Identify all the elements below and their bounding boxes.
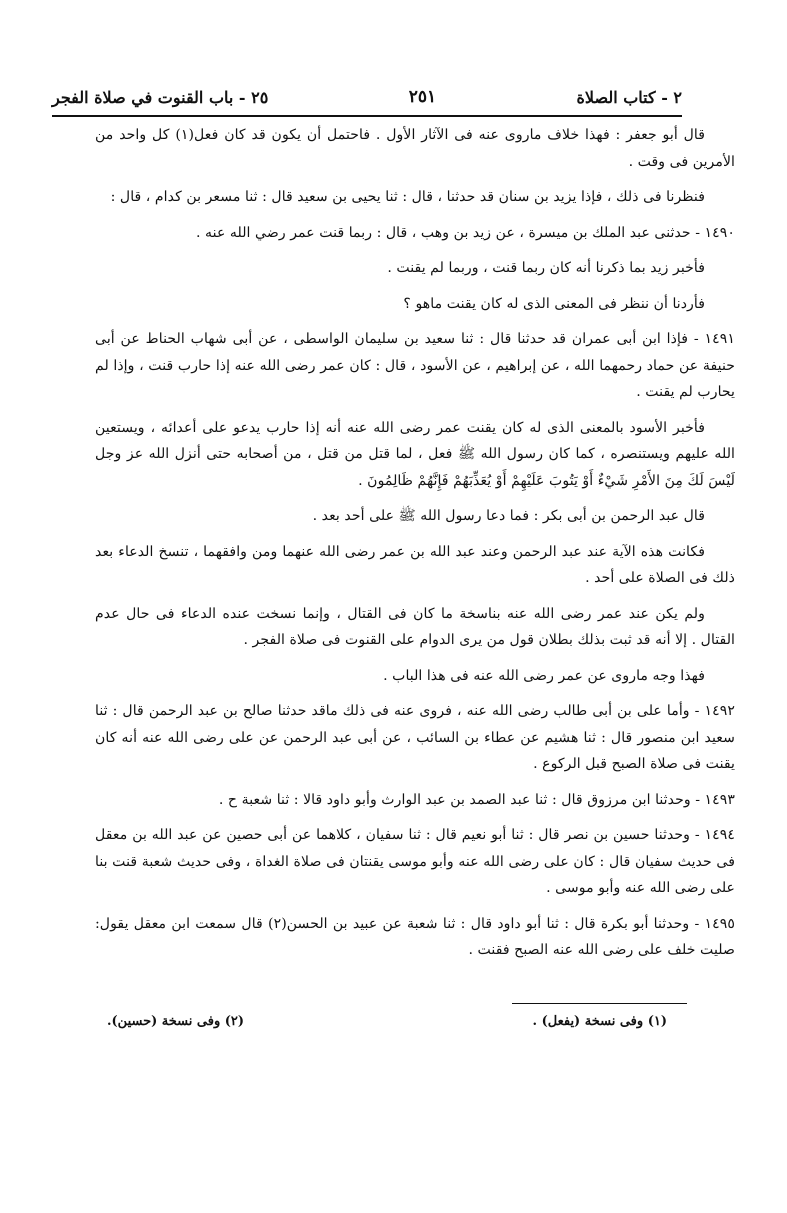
main-text — [95, 122, 735, 973]
paragraph: فكانت هذه الآية عند عبد الرحمن وعند عبد الله بن عمر رضى الله عنهما ومن وافقهما ، تنسخ الدعاء بعد ذلك فى الصلاة على أحد . — [95, 543, 735, 586]
paragraph: فنظرنا فى ذلك ، فإذا يزيد بن سنان قد حدثنا ، قال : ثنا يحيى بن سعيد قال : ثنا مسعر بن كدام ، قال : — [110, 189, 705, 205]
paragraph: فأخبر الأسود بالمعنى الذى له كان يقنت عمر رضى الله عنه أنه إذا حارب يدعو على أعدائه ، ويستعين الله عليهم ويستنصره ، كما كان رسول الله ﷺ فعل ، لما قتل من قتل ، من أصحابه حتى أنزل الله عز وجل لَيْسَ لَكَ مِنَ الأَمْرِ شَيْءٌ أَوْ يَتُوبَ عَلَيْهِمْ أَوْ يُعَذِّبَهُمْ فَإِنَّهُمْ ظَالِمُونَ . — [95, 419, 735, 489]
paragraph: فأخبر زيد بما ذكرنا أنه كان ربما قنت ، وربما لم يقنت . — [387, 260, 705, 276]
footnote-2: (٢) وفى نسخة (حسين). — [107, 1014, 245, 1029]
hadith-1495: ١٤٩٥ - وحدثنا أبو بكرة قال : ثنا أبو داود قال : ثنا شعبة عن عبيد بن الحسن(٢) قال سمعت ابن معقل يقول: صليت خلف على رضى الله عنه الصبح فقنت . — [95, 915, 735, 958]
book-title: ٢ - كتاب الصلاة — [576, 87, 682, 107]
footnote-1: (١) وفى نسخة (يفعل) . — [532, 1014, 667, 1029]
page-number: ٢٥١ — [408, 87, 437, 107]
footnote-separator — [512, 1003, 687, 1004]
header-rule — [52, 115, 682, 117]
hadith-1492: ١٤٩٢ - وأما على بن أبى طالب رضى الله عنه ، فروى عنه فى ذلك ماقد حدثنا صالح بن عبد الرحمن قال : ثنا سعيد ابن منصور قال : ثنا هشيم عن عطاء بن السائب ، عن أبى عبد الرحمن عن على رضى الله عنه أنه كان يقنت فى صلاة الصبح قبل الركوع . — [95, 703, 735, 772]
page-header — [52, 82, 682, 112]
paragraph: قال أبو جعفر : فهذا خلاف ماروى عنه فى الآثار الأول . فاحتمل أن يكون قد كان فعل(١) كل واحد من الأمرين فى وقت . — [95, 127, 735, 170]
hadith-1491: ١٤٩١ - فإذا ابن أبى عمران قد حدثنا قال : ثنا سعيد بن سليمان الواسطى ، عن أبى شهاب الحناط عن أبى حنيفة عن حماد رحمهما الله ، عن إبراهيم ، عن الأسود ، قال : كان عمر رضى الله عنه إذا حارب قنت ، وإذا لم يحارب لم يقنت . — [95, 331, 735, 400]
chapter-title: ٢٥ - باب القنوت في صلاة الفجر — [52, 87, 269, 107]
paragraph: قال عبد الرحمن بن أبى بكر : فما دعا رسول الله ﷺ على أحد بعد . — [312, 508, 705, 524]
hadith-1490: ١٤٩٠ - حدثنى عبد الملك بن ميسرة ، عن زيد بن وهب ، قال : ربما قنت عمر رضي الله عنه . — [196, 224, 735, 241]
hadith-1494: ١٤٩٤ - وحدثنا حسين بن نصر قال : ثنا أبو نعيم قال : ثنا سفيان ، كلاهما عن أبى حصين عن عبد الله بن معقل فى حديث سفيان قال : كان على رضى الله عنه وأبو موسى يقنتان فى صلاة الغداة ، وفى حديث شعبة قنت بنا على رضى الله عنه وأبو موسى . — [95, 827, 735, 896]
hadith-1493: ١٤٩٣ - وحدثنا ابن مرزوق قال : ثنا عبد الصمد بن عبد الوارث وأبو داود قالا : ثنا شعبة ح . — [218, 791, 735, 808]
paragraph: فهذا وجه ماروى عن عمر رضى الله عنه فى هذا الباب . — [383, 667, 705, 684]
footnotes — [107, 1014, 667, 1029]
paragraph: فأردنا أن ننظر فى المعنى الذى له كان يقنت ماهو ؟ — [403, 295, 705, 312]
paragraph: ولم يكن عند عمر رضى الله عنه بناسخة ما كان فى القتال ، وإنما نسخت عنده الدعاء فى حال عدم القتال . إلا أنه قد ثبت بذلك بطلان قول من يرى الدوام على القنوت فى صلاة الفجر . — [95, 605, 735, 648]
